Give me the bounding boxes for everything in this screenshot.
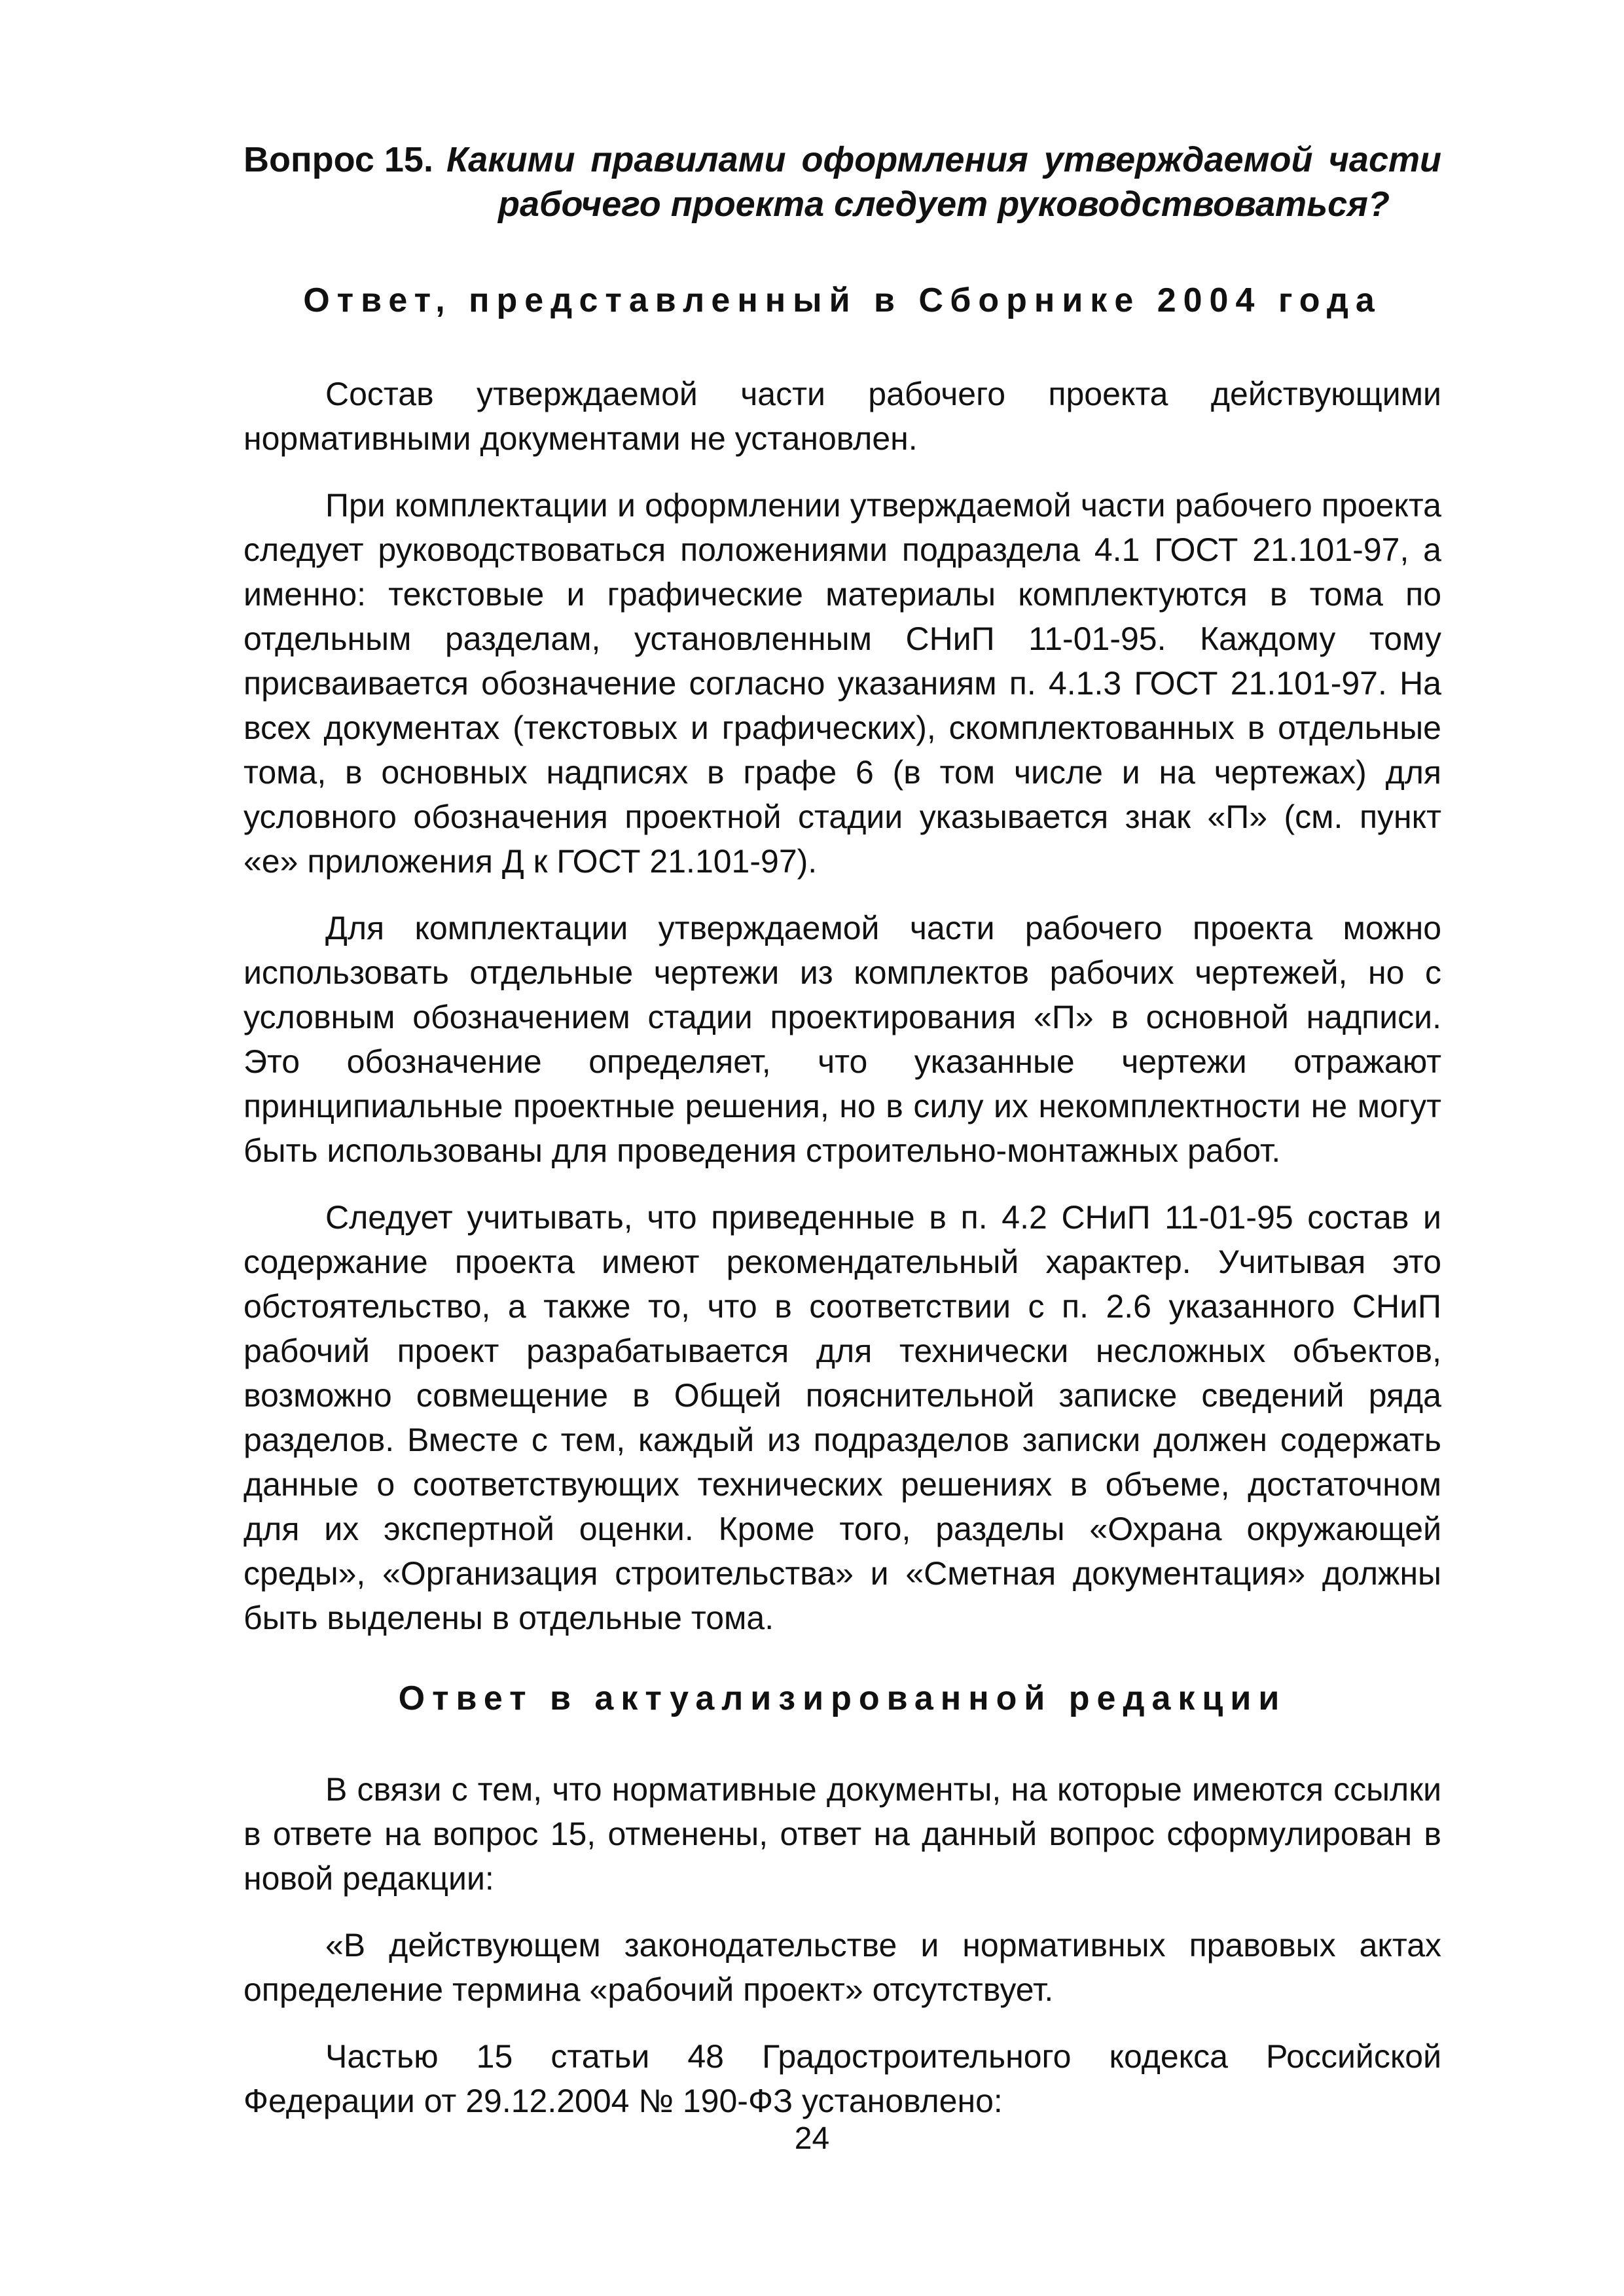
document-page bbox=[244, 137, 1441, 2145]
paragraph: Частью 15 статьи 48 Градостроительного кодекса Российской Федерации от 29.12.2004 № 190-ФЗ установлено: bbox=[244, 2038, 1441, 2119]
paragraph: При комплектации и оформлении утверждаемой части рабочего проекта следует руководствоваться положениями подраздела 4.1 ГОСТ 21.101-97, а именно: текстовые и графические материалы комплектуются в тома по отдельным разделам, установленным СНиП 11-01-95. Каждому тому присваивается обозначение согласно указаниям п. 4.1.3 ГОСТ 21.101-97. На всех документах (текстовых и графических), скомплектованных в отдельные тома, в основных надписях в графе 6 (в том числе и на чертежах) для условного обозначения проектной стадии указывается знак «П» (см. пункт «е» приложения Д к ГОСТ 21.101-97). bbox=[244, 487, 1441, 880]
question-label: Вопрос 15. bbox=[244, 140, 433, 179]
paragraph: «В действующем законодательстве и нормативных правовых актах определение термина «рабочий проект» отсутствует. bbox=[244, 1927, 1441, 2008]
question-text: Какими правилами оформления утверждаемой части рабочего проекта следует руководствоваться? bbox=[446, 140, 1441, 224]
question-block bbox=[244, 137, 1441, 226]
paragraph: Состав утверждаемой части рабочего проекта действующими нормативными документами не установлен. bbox=[244, 376, 1441, 457]
paragraph: Для комплектации утверждаемой части рабочего проекта можно использовать отдельные чертежи из комплектов рабочих чертежей, но с условным обозначением стадии проектирования «П» в основной надписи. Это обозначение определяет, что указанные чертежи отражают принципиальные проектные решения, но в силу их некомплектности не могут быть использованы для проведения строительно-монтажных работ. bbox=[244, 910, 1441, 1169]
page-number: 24 bbox=[794, 2121, 830, 2156]
section-heading-2004: Ответ, представленный в Сборнике 2004 года bbox=[303, 281, 1382, 319]
paragraph: Следует учитывать, что приведенные в п. 4.2 СНиП 11-01-95 состав и содержание проекта имеют рекомендательный характер. Учитывая это обстоятельство, а также то, что в соответствии с п. 2.6 указанного СНиП рабочий проект разрабатывается для технически несложных объектов, возможно совмещение в Общей пояснительной записке сведений ряда разделов. Вместе с тем, каждый из подразделов записки должен содержать данные о соответствующих технических решениях в объеме, достаточном для их экспертной оценки. Кроме того, разделы «Охрана окружающей среды», «Организация строительства» и «Сметная документация» должны быть выделены в отдельные тома. bbox=[244, 1199, 1441, 1636]
paragraph: В связи с тем, что нормативные документы, на которые имеются ссылки в ответе на вопрос 15, отменены, ответ на данный вопрос сформулирован в новой редакции: bbox=[244, 1771, 1441, 1897]
section-heading-updated: Ответ в актуализированной редакции bbox=[398, 1679, 1287, 1717]
